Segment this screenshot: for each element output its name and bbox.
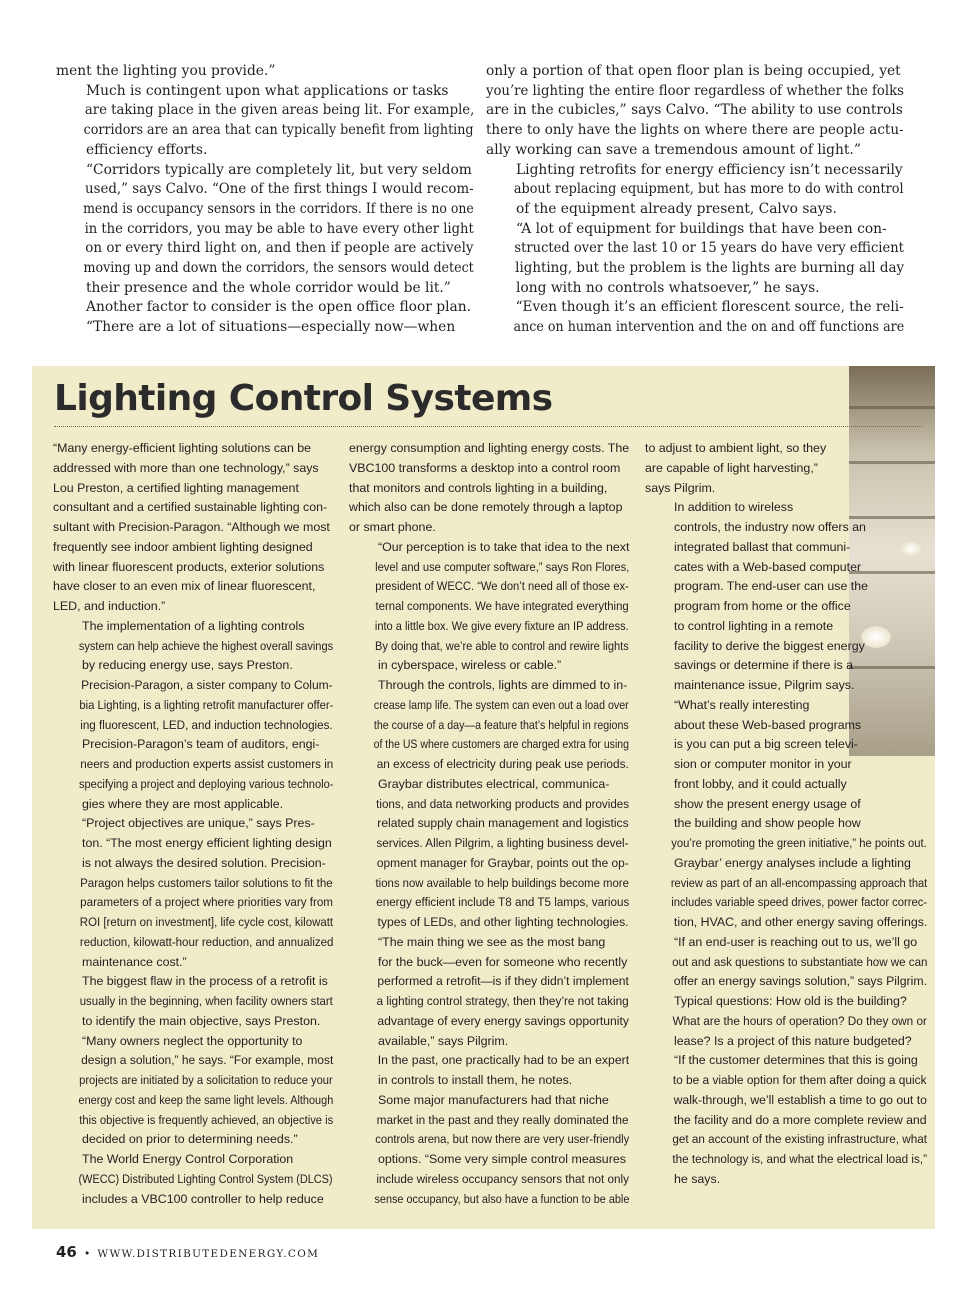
text-line: addressed with more than one technology,” says bbox=[53, 460, 319, 475]
text-line: you’re promoting the green initiative,” he points out. bbox=[671, 836, 927, 850]
text-line: Lighting retrofits for energy efficiency isn’t necessarily bbox=[516, 161, 903, 178]
paragraph bbox=[486, 161, 904, 220]
text-line: energy consumption and lighting energy costs. The bbox=[349, 441, 630, 455]
paragraph bbox=[56, 298, 474, 318]
text-line: includes a VBC100 controller to help reduce bbox=[82, 1191, 324, 1206]
text-line: tions, and data networking products and provides bbox=[376, 796, 630, 811]
paragraph bbox=[53, 735, 333, 814]
text-line: the course of a day—a feature that’s helpful in regions bbox=[373, 717, 629, 732]
text-line: Some major manufacturers had that niche bbox=[378, 1092, 609, 1107]
text-line: gies where they are most applicable. bbox=[82, 796, 284, 811]
text-line: ment the lighting you provide.” bbox=[56, 63, 276, 79]
text-line: ROI [return on investment], life cycle cost, kilowatt bbox=[79, 915, 334, 929]
text-line: related supply chain management and logistics bbox=[377, 816, 629, 831]
text-line: controls arena, but now there are very user-friendly bbox=[375, 1132, 630, 1147]
text-line: VBC100 transforms a desktop into a control room bbox=[349, 460, 621, 475]
text-line: “A lot of equipment for buildings that have been con- bbox=[516, 220, 887, 237]
text-line: that monitors and controls lighting in a building, bbox=[349, 480, 608, 495]
text-line: options. “Some very simple control measures bbox=[378, 1152, 626, 1166]
text-line: structed over the last 10 or 15 years do have very efficient bbox=[514, 240, 904, 257]
text-line: to control lighting in a remote bbox=[674, 618, 834, 633]
text-line: “The main thing we see as the most bang bbox=[378, 934, 606, 949]
text-line: In the past, one practically had to be an expert bbox=[377, 1053, 630, 1068]
text-line: program from home or the office bbox=[674, 599, 851, 613]
paragraph bbox=[349, 1051, 629, 1091]
text-line: is you can put a big screen televi- bbox=[674, 737, 858, 752]
text-line: Paragon helps customers tailor solutions to fit the bbox=[80, 875, 333, 890]
text-line: The implementation of a lighting controls bbox=[82, 618, 305, 633]
paragraph bbox=[56, 318, 474, 338]
paragraph bbox=[53, 814, 333, 972]
text-line: Through the controls, lights are dimmed to in- bbox=[378, 678, 628, 692]
text-line: walk-through, we’ll establish a time to go out to bbox=[673, 1092, 927, 1107]
page-number: 46 bbox=[56, 1243, 77, 1261]
text-line: parameters of a project where priorities vary from bbox=[80, 895, 333, 910]
text-line: mend is occupancy sensors in the corridors. If there is no one bbox=[83, 200, 474, 217]
paragraph bbox=[645, 854, 927, 933]
text-line: crease lamp life. The system can even out a load over bbox=[373, 697, 629, 712]
text-line: reduction, kilowatt-hour reduction, and annualized bbox=[79, 934, 334, 949]
paragraph bbox=[645, 696, 927, 854]
sidebar-column-2 bbox=[349, 439, 629, 1209]
text-line: used,” says Calvo. “One of the first things I would recom- bbox=[85, 181, 474, 198]
text-line: sense occupancy, but also have a function to be able bbox=[374, 1191, 630, 1206]
text-line: “Corridors typically are completely lit, but very seldom bbox=[86, 161, 472, 178]
paragraph bbox=[349, 1091, 629, 1210]
paragraph bbox=[53, 1150, 333, 1209]
text-line: for the buck—even for someone who recently bbox=[378, 954, 628, 969]
paragraph bbox=[56, 161, 474, 299]
website-url[interactable]: WWW.DISTRIBUTEDENERGY.COM bbox=[97, 1248, 320, 1260]
text-line: energy cost and keep the same light levels. Although bbox=[78, 1092, 334, 1107]
text-line: Graybar’ energy analyses include a lighting bbox=[674, 855, 911, 870]
text-line: president of WECC. “We don’t need all of those ex- bbox=[375, 579, 629, 594]
text-line: Another factor to consider is the open office floor plan. bbox=[86, 299, 472, 316]
paragraph bbox=[349, 538, 629, 676]
text-line: “Many owners neglect the opportunity to bbox=[82, 1033, 303, 1048]
paragraph bbox=[645, 992, 927, 1051]
text-line: “There are a lot of situations—especially now—when bbox=[86, 319, 456, 336]
text-line: design a solution,” he says. “For example, most bbox=[81, 1053, 334, 1068]
text-line: are taking place in the given areas being lit. For example, bbox=[84, 102, 475, 119]
text-line: includes variable speed drives, power factor correc- bbox=[671, 895, 928, 910]
paragraph bbox=[645, 439, 927, 498]
text-line: The biggest flaw in the process of a retrofit is bbox=[82, 974, 328, 989]
text-line: bia Lighting, is a lighting retrofit manufacturer offer- bbox=[79, 697, 334, 712]
paragraph bbox=[53, 1032, 333, 1151]
text-line: level and use computer software,” says Ron Flores, bbox=[375, 559, 630, 574]
text-line: to adjust to ambient light, so they bbox=[645, 441, 827, 455]
text-line: maintenance issue, Pilgrim says. bbox=[674, 678, 855, 692]
text-line: frequently see indoor ambient lighting designed bbox=[53, 539, 313, 554]
text-line: front lobby, and it could actually bbox=[674, 776, 847, 791]
paragraph bbox=[349, 933, 629, 1052]
text-line: Much is contingent upon what applications or tasks bbox=[86, 82, 449, 99]
text-line: specifying a project and deploying various technolo- bbox=[78, 776, 334, 791]
text-line: or smart phone. bbox=[349, 520, 436, 534]
text-line: ance on human intervention and the on and off functions are bbox=[513, 319, 905, 336]
text-line: “If an end-user is reaching out to us, we’ll go bbox=[674, 934, 918, 949]
paragraph bbox=[53, 972, 333, 1031]
text-line: performed a retrofit—is if they didn’t implement bbox=[377, 974, 629, 989]
text-line: are in the cubicles,” says Calvo. “The ability to use controls bbox=[486, 102, 903, 119]
text-line: “Even though it’s an efficient florescent source, the reli- bbox=[515, 299, 904, 316]
text-line: market in the past and they really dominated the bbox=[376, 1112, 629, 1127]
text-line: Lou Preston, a certified lighting management bbox=[53, 480, 299, 495]
text-line: about replacing equipment, but has more to do with control bbox=[513, 181, 904, 198]
paragraph bbox=[349, 676, 629, 775]
text-line: on or every third light on, and then if people are actively bbox=[85, 240, 474, 257]
text-line: long with no controls whatsoever,” he says. bbox=[516, 279, 820, 296]
paragraph bbox=[486, 62, 904, 161]
text-line: out and ask questions to substantiate how we can bbox=[672, 954, 928, 969]
text-line: corridors are an area that can typically benefit from lighting bbox=[83, 122, 474, 139]
text-line: tion, HVAC, and other energy saving offerings. bbox=[673, 915, 928, 929]
text-line: into a little box. We give every fixture an IP address. bbox=[374, 618, 629, 633]
text-line: an excess of electricity during peak use periods. bbox=[376, 757, 629, 771]
paragraph bbox=[486, 220, 904, 299]
text-line: there to only have the lights on where there are people actu- bbox=[486, 122, 904, 139]
text-line: cates with a Web-based computer bbox=[674, 559, 862, 574]
text-line: Precision-Paragon’s team of auditors, engi- bbox=[82, 737, 320, 752]
text-line: tions now available to help buildings become more bbox=[375, 875, 629, 890]
sidebar-column-1 bbox=[53, 439, 333, 1209]
text-line: available,” says Pilgrim. bbox=[378, 1033, 509, 1048]
title-divider bbox=[54, 426, 922, 427]
text-line: usually in the beginning, when facility owners start bbox=[79, 994, 333, 1008]
sidebar-column-3 bbox=[645, 439, 927, 1190]
text-line: are capable of light harvesting,” bbox=[645, 460, 818, 475]
text-line: he says. bbox=[674, 1171, 721, 1186]
paragraph bbox=[53, 617, 333, 676]
text-line: By doing that, we’re able to control and rewire lights bbox=[374, 638, 629, 653]
text-line: in controls to install them, he notes. bbox=[378, 1073, 573, 1087]
paragraph bbox=[645, 933, 927, 992]
text-line: this objective is frequently achieved, an objective is bbox=[79, 1112, 334, 1127]
text-line: program. The end-user can use the bbox=[674, 579, 869, 594]
text-line: to identify the main objective, says Preston. bbox=[82, 1013, 321, 1028]
paragraph bbox=[645, 1051, 927, 1189]
text-line: Typical questions: How old is the building? bbox=[674, 994, 907, 1008]
text-line: include wireless occupancy sensors that not only bbox=[376, 1171, 629, 1186]
text-line: controls, the industry now offers an bbox=[674, 520, 866, 534]
text-line: which also can be done remotely through a laptop bbox=[349, 500, 623, 515]
text-line: opment manager for Graybar, points out the op- bbox=[376, 855, 629, 870]
text-line: neers and production experts assist customers in bbox=[80, 757, 334, 771]
text-line: ing fluorescent, LED, and induction technologies. bbox=[80, 717, 333, 732]
text-line: about these Web-based programs bbox=[674, 717, 862, 732]
text-line: projects are initiated by a solicitation to reduce your bbox=[79, 1073, 333, 1087]
text-line: consultant and a certified sustainable lighting con- bbox=[53, 500, 328, 515]
article-column-left bbox=[56, 62, 474, 338]
text-line: services. Allen Pilgrim, a lighting business devel- bbox=[376, 836, 629, 850]
text-line: system can help achieve the highest overall savings bbox=[78, 638, 334, 653]
paragraph bbox=[645, 498, 927, 696]
paragraph bbox=[53, 439, 333, 617]
text-line: their presence and the whole corridor would be lit.” bbox=[86, 279, 451, 296]
sidebar-title: Lighting Control Systems bbox=[54, 378, 553, 419]
text-line: with linear fluorescent products, exterior solutions bbox=[53, 559, 325, 574]
text-line: decided on prior to determining needs.” bbox=[82, 1132, 298, 1147]
text-line: in the corridors, you may be able to have every other light bbox=[84, 220, 474, 237]
text-line: integrated ballast that communi- bbox=[674, 539, 851, 554]
text-line: Precision-Paragon, a sister company to Colum- bbox=[81, 678, 333, 692]
paragraph bbox=[349, 439, 629, 538]
text-line: The World Energy Control Corporation bbox=[82, 1152, 294, 1166]
text-line: “Project objectives are unique,” says Pres- bbox=[82, 816, 315, 831]
text-line: “What’s really interesting bbox=[674, 697, 810, 712]
paragraph bbox=[486, 298, 904, 337]
text-line: ally working can save a tremendous amount of light.” bbox=[486, 141, 861, 158]
text-line: moving up and down the corridors, the sensors would detect bbox=[83, 260, 474, 277]
paragraph bbox=[56, 82, 474, 161]
text-line: ton. “The most energy efficient lighting design bbox=[82, 836, 332, 850]
text-line: sultant with Precision-Paragon. “Although we most bbox=[53, 520, 330, 534]
text-line: by reducing energy use, says Preston. bbox=[82, 658, 293, 673]
text-line: only a portion of that open floor plan is being occupied, yet bbox=[486, 63, 901, 79]
text-line: get an account of the existing infrastructure, what bbox=[672, 1132, 927, 1147]
text-line: maintenance cost.” bbox=[82, 954, 187, 969]
text-line: efficiency efforts. bbox=[86, 141, 208, 158]
paragraph bbox=[349, 775, 629, 933]
text-line: types of LEDs, and other lighting technologies. bbox=[377, 915, 629, 929]
footer-separator: • bbox=[83, 1247, 91, 1260]
text-line: offer an energy savings solution,” says Pilgrim. bbox=[673, 974, 927, 989]
text-line: a lighting control strategy, then they’re not taking bbox=[376, 994, 629, 1008]
text-line: ternal components. We have integrated everything bbox=[375, 599, 629, 613]
text-line: “Many energy-efficient lighting solutions can be bbox=[53, 441, 312, 455]
text-line: says Pilgrim. bbox=[645, 480, 716, 495]
text-line: savings or determine if there is a bbox=[674, 658, 854, 673]
text-line: of the US where customers are charged extra for using bbox=[373, 737, 629, 752]
text-line: of the equipment already present, Calvo says. bbox=[516, 200, 837, 217]
text-line: lease? Is a project of this nature budgeted? bbox=[674, 1033, 912, 1048]
text-line: In addition to wireless bbox=[674, 500, 794, 515]
text-line: advantage of every energy savings opportunity bbox=[377, 1013, 629, 1028]
sidebar-box bbox=[32, 366, 935, 1229]
text-line: facility to derive the biggest energy bbox=[674, 638, 865, 653]
paragraph bbox=[56, 62, 474, 82]
text-line: “Our perception is to take that idea to the next bbox=[378, 539, 630, 554]
text-line: the facility and do a more complete review and bbox=[673, 1112, 927, 1127]
article-column-right bbox=[486, 62, 904, 338]
text-line: show the present energy usage of bbox=[674, 796, 861, 811]
text-line: the technology is, and what the electrical load is,” bbox=[672, 1152, 927, 1166]
page-footer bbox=[56, 1243, 319, 1261]
text-line: is not always the desired solution. Precision- bbox=[82, 855, 326, 870]
paragraph bbox=[53, 676, 333, 735]
text-line: energy efficient include T8 and T5 lamps, various bbox=[376, 895, 630, 910]
text-line: in cyberspace, wireless or cable.” bbox=[378, 658, 562, 673]
text-line: to be a viable option for them after doing a quick bbox=[672, 1073, 927, 1087]
text-line: What are the hours of operation? Do they own or bbox=[672, 1013, 927, 1028]
text-line: Graybar distributes electrical, communica- bbox=[378, 776, 610, 791]
text-line: review as part of an all-encompassing approach that bbox=[670, 875, 928, 890]
main-article bbox=[56, 62, 904, 338]
text-line: (WECC) Distributed Lighting Control System (DLCS) bbox=[78, 1171, 333, 1186]
text-line: “If the customer determines that this is going bbox=[674, 1053, 918, 1068]
text-line: have closer to an even mix of linear fluorescent, bbox=[53, 579, 316, 594]
text-line: sion or computer monitor in your bbox=[674, 757, 852, 771]
text-line: LED, and induction.” bbox=[53, 599, 166, 613]
text-line: the building and show people how bbox=[674, 816, 861, 831]
text-line: lighting, but the problem is the lights are burning all day bbox=[515, 260, 905, 277]
text-line: you’re lighting the entire floor regardless of whether the folks bbox=[486, 82, 904, 99]
